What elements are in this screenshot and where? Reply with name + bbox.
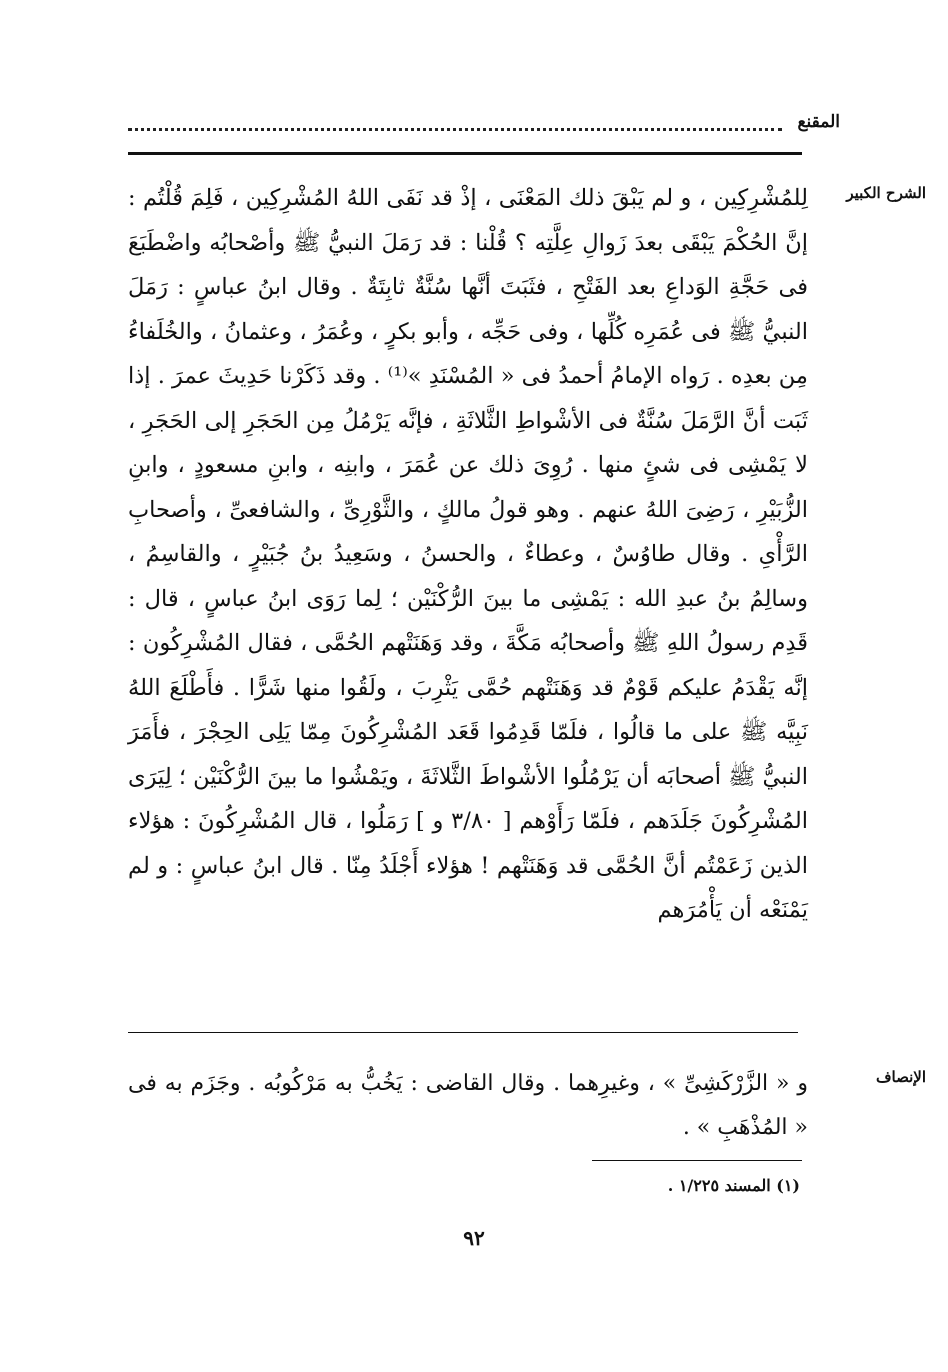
header-rule: [128, 152, 802, 155]
section-divider-rule: [128, 1032, 798, 1033]
page-number: ٩٢: [463, 1226, 485, 1250]
insaf-section-label: الإنصاف: [875, 1068, 926, 1086]
sharh-body-text: لِلمُشْرِكِين ، و لم يَبْقَ ذلك المَعْنَى ، إذْ قد نَفَى اللهُ المُشْرِكِين ، فَلِمَ قُلْتُم : إنَّ الحُكْمَ يَبْقَى بعدَ زَوالِ عِلَّتِه ؟ قُلْنا : قد رَمَلَ النبيُّ ﷺ وأصْحابُه واضْطَبَعَ فى حَجَّةِ الوَداعِ بعد الفَتْحِ ، فثَبَتَ أنَّها سُنَّةٌ ثابِتَةٌ . وقال ابنُ عباسٍ : رَمَلَ النبيُّ ﷺ فى عُمَرِه كُلِّها ، وفى حَجِّه ، وأبو بكرٍ ، وعُمَرُ ، وعثمانُ ، والخُلَفاءُ مِن بعدِه . رَواه الإمامُ أحمدُ فى « المُسْنَدِ »⁽¹⁾ . وقد ذَكَرْنا حَدِيثَ عمرَ . إذا ثَبَت أنَّ الرَّمَلَ سُنَّةٌ فى الأشْواطِ الثَّلاثَةِ ، فإنَّه يَرْمُلُ مِن الحَجَرِ إلى الحَجَرِ ، لا يَمْشِى فى شئٍ منها . رُوِىَ ذلك عن عُمَرَ ، وابنِه ، وابنِ مسعودٍ ، وابنِ الزُّبَيْرِ ، رَضِىَ اللهُ عنهم . وهو قولُ مالكٍ ، والثَّوْرِىِّ ، والشافعىِّ ، وأصحابِ الرَّأْىِ . وقال طاوُسٌ ، وعطاءٌ ، والحسنُ ، وسَعِيدُ بنُ جُبَيْرٍ ، والقاسِمُ ، وسالِمُ بنُ عبدِ الله : يَمْشِى ما بينَ الرُّكْنَيْن ؛ لِما رَوَى ابنُ عباسٍ ، قال : قَدِم رسولُ اللهِ ﷺ وأصحابُه مَكَّةَ ، وقد وَهَنَتْهم الحُمَّى ، فقال المُشْرِكُون : إنَّه يَقْدَمُ عليكم قَوْمٌ قد وَهَنَتْهم حُمَّى يَثْرِبَ ، ولَقُوا منها شَرًّا . فأَطْلَعَ اللهُ نَبِيَّه ﷺ على ما قالُوا ، فلَمّا قَدِمُوا قَعَد المُشْرِكُونَ مِمّا يَلِى الحِجْرَ ، فأَمَرَ النبيُّ ﷺ أصحابَه أن يَرْمُلُوا الأشْواطَ الثَّلاثَةَ ، ويَمْشُوا ما بينَ الرُّكْنَيْن ؛ لِيَرَى المُشْرِكُونَ جَلَدَهم ، فلَمّا رَأَوْهم [ ٣/٨٠ و ] رَمَلُوا ، قال المُشْرِكُونَ : هؤلاء الذين زَعَمْتُم أنَّ الحُمَّى قد وَهَنَتْهم ! هؤلاء أَجْلَدُ مِنّا . قال ابنُ عباسٍ : و لم يَمْنَعْه أن يَأْمُرَهم: [128, 185, 809, 923]
sharh-section-label: الشرح الكبير: [846, 184, 926, 202]
dotted-leader: [128, 116, 782, 131]
running-head: [128, 112, 840, 142]
running-head-title: المقنع: [797, 112, 840, 132]
insaf-body-text: و « الزَّرْكَشِىِّ » ، وغيرِهما . وقال القاضى : يَخُبُّ به مَرْكُوبُه . وجَزَم به فى « المُذْهَبِ » .: [128, 1071, 808, 1140]
footnote: (١) المسند ١/٢٢٥ .: [667, 1176, 800, 1195]
footnote-rule: [592, 1160, 802, 1161]
